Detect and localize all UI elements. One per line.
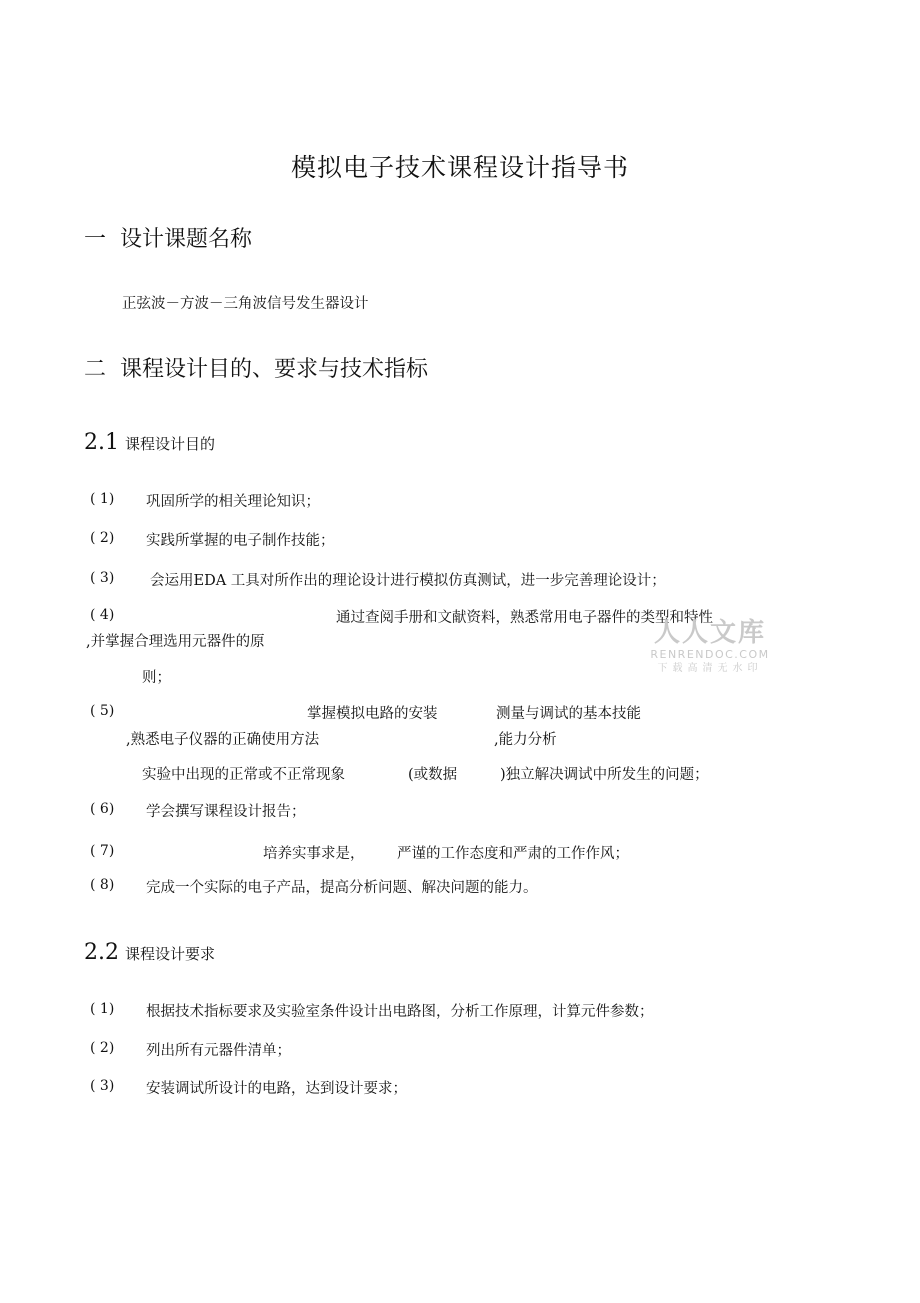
purpose-item-5-text-d: ,能力分析 — [494, 732, 557, 748]
purpose-item-8-number: ( 8) — [90, 877, 115, 893]
purpose-item-7-number: ( 7) — [90, 843, 115, 859]
watermark-logo-text: 人人文库 — [653, 618, 766, 648]
purpose-item-8-text: 完成一个实际的电子产品，提高分析问题、解决问题的能力。 — [146, 880, 538, 896]
purpose-item-1-number: ( 1) — [90, 491, 115, 507]
purpose-item-7-text-b: 严谨的工作态度和严肃的工作作风； — [397, 846, 629, 862]
requirement-item-3-text: 安装调试所设计的电路，达到设计要求； — [146, 1081, 407, 1097]
section-2-heading — [84, 352, 428, 383]
requirement-item-1-text: 根据技术指标要求及实验室条件设计出电路图，分析工作原理，计算元件参数； — [146, 1004, 654, 1020]
watermark-tagline: 下载高清无水印 — [657, 663, 763, 674]
watermark — [646, 618, 774, 676]
purpose-item-5-text-c: ,熟悉电子仪器的正确使用方法 — [126, 732, 320, 748]
purpose-item-5-text-g: )独立解决调试中所发生的问题； — [500, 767, 709, 783]
purpose-item-4-text-a: 通过查阅手册和文献资料，熟悉常用电子器件的类型和特性 — [336, 610, 713, 626]
purpose-item-5-number: ( 5) — [90, 703, 115, 719]
requirement-item-2-text: 列出所有元器件清单； — [146, 1043, 291, 1059]
subsection-2-1-heading — [84, 430, 215, 455]
purpose-item-4-text-c: 则； — [142, 670, 171, 686]
purpose-item-4-text-b: ,并掌握合理选用元器件的原 — [86, 634, 265, 650]
section-1-heading — [84, 222, 252, 253]
purpose-item-2-text: 实践所掌握的电子制作技能； — [146, 533, 335, 549]
design-topic: 正弦波－方波－三角波信号发生器设计 — [122, 296, 369, 312]
subsection-2-2-number: 2.2 — [84, 940, 119, 965]
section-1-number: 一 — [84, 227, 107, 252]
requirement-item-2-number: ( 2) — [90, 1040, 115, 1056]
purpose-item-5-text-f: (或数据 — [408, 767, 458, 783]
purpose-item-3-number: ( 3) — [90, 570, 115, 586]
purpose-item-5-text-a: 掌握模拟电路的安装 — [307, 706, 438, 722]
purpose-item-2-number: ( 2) — [90, 530, 115, 546]
requirement-item-1-number: ( 1) — [90, 1001, 115, 1017]
section-1-title: 设计课题名称 — [120, 227, 253, 252]
purpose-item-1-text: 巩固所学的相关理论知识； — [146, 494, 320, 510]
subsection-2-1-number: 2.1 — [84, 430, 119, 455]
requirement-item-3-number: ( 3) — [90, 1078, 115, 1094]
section-2-number: 二 — [84, 357, 107, 382]
subsection-2-1-title: 课程设计目的 — [125, 435, 216, 453]
purpose-item-5-text-b: 测量与调试的基本技能 — [496, 706, 641, 722]
purpose-item-5-text-e: 实验中出现的正常或不正常现象 — [142, 767, 345, 783]
purpose-item-4-number: ( 4) — [90, 607, 115, 623]
purpose-item-6-text: 学会撰写课程设计报告； — [146, 804, 306, 820]
document-title: 模拟电子技术课程设计指导书 — [290, 153, 629, 182]
subsection-2-2-title: 课程设计要求 — [125, 945, 216, 963]
watermark-url: RENRENDOC.COM — [650, 648, 770, 661]
purpose-item-3-text: 会运用EDA 工具对所作出的理论设计进行模拟仿真测试，进一步完善理论设计； — [150, 573, 666, 589]
subsection-2-2-heading — [84, 940, 215, 965]
purpose-item-6-number: ( 6) — [90, 801, 115, 817]
purpose-item-7-text-a: 培养实事求是， — [263, 846, 365, 862]
section-2-title: 课程设计目的、要求与技术指标 — [120, 357, 429, 382]
